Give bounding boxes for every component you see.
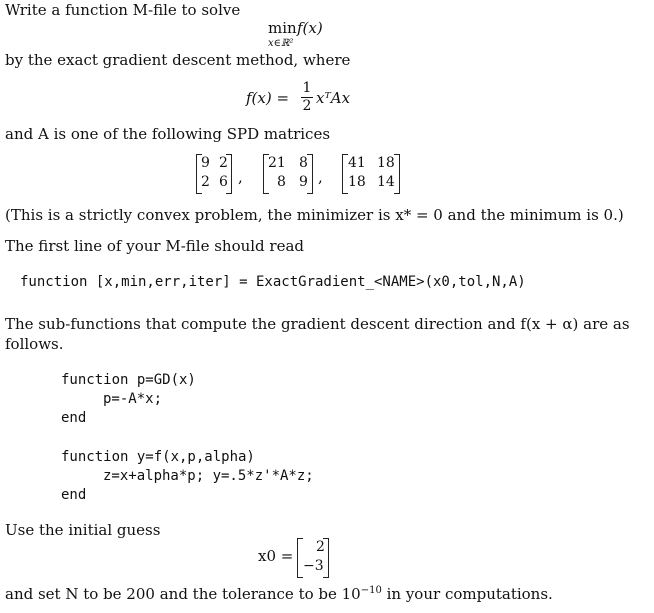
code-f-header: function y=f(x,p,alpha) xyxy=(61,449,255,465)
convex-note: (This is a strictly convex problem, the minimizer is x* = 0 and the minimum is 0.) xyxy=(5,206,624,224)
matrix-cell: 8 xyxy=(277,174,286,190)
objective-function: f(x) xyxy=(297,19,323,37)
matrix-separator: , xyxy=(238,168,243,186)
min-subscript: x∈ℝ² xyxy=(268,38,294,49)
matrix-cell: 2 xyxy=(201,174,210,190)
fdef-numerator: 1 xyxy=(302,80,312,96)
matrix-cell: 8 xyxy=(299,155,308,171)
final-line xyxy=(5,585,553,603)
matrix-separator: , xyxy=(318,168,323,186)
subfunc-intro-1: The sub-functions that compute the gradient descent direction and f(x + α) are as xyxy=(5,315,630,333)
final-text: and set N to be 200 and the tolerance to be 10 xyxy=(5,585,361,603)
code-f-body: z=x+alpha*p; y=.5*z'*A*z; xyxy=(103,468,314,484)
matrix-cell: 9 xyxy=(299,174,308,190)
intro-text: Write a function M-file to solve xyxy=(5,1,241,19)
code-gd-end: end xyxy=(61,410,87,426)
function-signature: function [x,min,err,iter] = ExactGradient_<NAME>(x0,tol,N,A) xyxy=(20,274,526,290)
matrix-cell: 41 xyxy=(348,155,366,171)
fdef-lhs: f(x) = xyxy=(246,89,290,107)
matrix-3 xyxy=(342,154,400,192)
matrix-cell: 9 xyxy=(201,155,210,171)
x0-vector xyxy=(297,538,329,576)
matrix-cell: 21 xyxy=(268,155,286,171)
code-gd-header: function p=GD(x) xyxy=(61,372,196,388)
subfunc-intro-2: follows. xyxy=(5,335,64,353)
code-f-end: end xyxy=(61,487,87,503)
spd-line: and A is one of the following SPD matrices xyxy=(5,125,331,143)
matrix-cell: 18 xyxy=(377,155,395,171)
tolerance-exponent: −10 xyxy=(360,585,382,596)
x0-lhs: x0 = xyxy=(258,547,294,565)
first-line-intro: The first line of your M-file should read xyxy=(5,237,305,255)
vector-cell: −3 xyxy=(303,558,324,574)
matrix-cell: 18 xyxy=(348,174,366,190)
code-gd-body: p=-A*x; xyxy=(103,391,163,407)
matrix-cell: 6 xyxy=(219,174,228,190)
matrix-2 xyxy=(263,154,313,192)
vector-cell: 2 xyxy=(316,539,325,555)
fdef-denominator: 2 xyxy=(302,98,312,114)
min-operator: min xyxy=(268,19,297,37)
matrix-cell: 14 xyxy=(377,174,395,190)
method-line: by the exact gradient descent method, where xyxy=(5,51,351,69)
guess-intro: Use the initial guess xyxy=(5,521,161,539)
final-tail: in your computations. xyxy=(381,585,553,603)
fdef-rhs: xᵀAx xyxy=(316,89,351,107)
matrix-cell: 2 xyxy=(219,155,228,171)
matrix-1 xyxy=(196,154,232,192)
